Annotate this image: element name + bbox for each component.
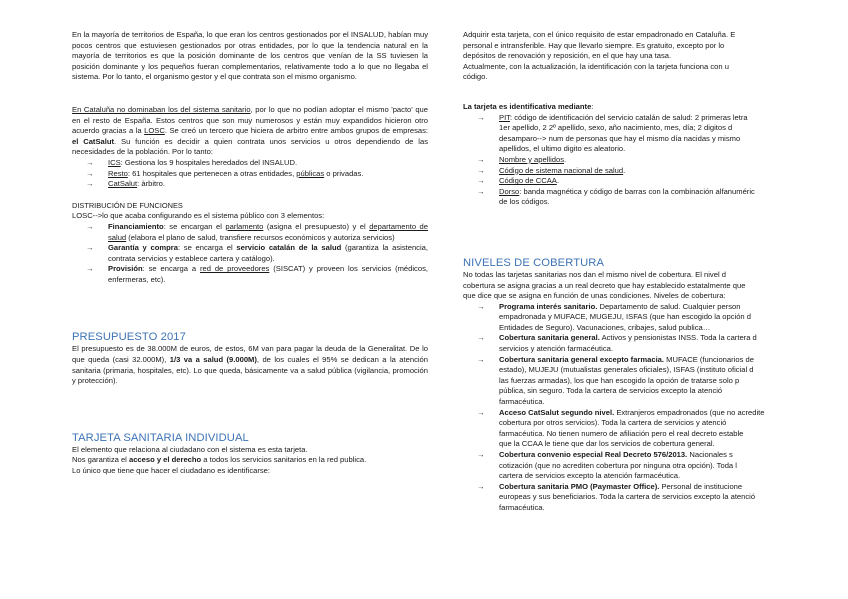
list-item-line bbox=[499, 155, 848, 166]
list-item-text: Personal de institucione bbox=[659, 481, 743, 491]
list-item-key: PIT bbox=[499, 112, 510, 122]
list-item-text: MUFACE (funcionarios de bbox=[664, 354, 754, 364]
list-item bbox=[86, 179, 428, 190]
list-item-text-2: (asigna el presupuesto) y el bbox=[263, 221, 370, 231]
list-item-text: . bbox=[623, 165, 626, 175]
card-req-line-1: Adquirir esta tarjeta, con el único requisito de estar empadronado en Cataluña. E bbox=[463, 30, 736, 39]
list-item-line: cotización (que no acrediten cobertura por ninguna otra opción). Toda l bbox=[499, 460, 737, 470]
coverage-line-2: cobertura se asigna gracias a un real decreto que hay establecido estatalmente que bbox=[463, 280, 746, 290]
coverage-list bbox=[463, 302, 848, 514]
list-item-line: cobertura por otros servicios). Toda la cartera de servicios y atenció bbox=[499, 418, 727, 428]
list-item-line: 1er apellido, 2 2º apellido, sexo, año nacimiento, mes, día; 2 digitos d bbox=[499, 123, 733, 133]
left-column bbox=[72, 30, 428, 477]
card-req-line-5: código. bbox=[463, 72, 488, 82]
arrow-icon: → bbox=[86, 157, 94, 167]
list-item-line bbox=[499, 113, 848, 124]
list-item-text: . bbox=[564, 154, 567, 164]
coverage-line-3: que dice que se asigna en función de unas condiciones. Niveles de cobertura: bbox=[463, 291, 726, 301]
arrow-icon: → bbox=[477, 301, 485, 311]
list-item-text-3: (elabora el plano de salud, transfiere recursos económicos y autoriza servicios) bbox=[126, 232, 395, 242]
arrow-icon: → bbox=[477, 176, 485, 186]
list-item-text-2: (SISCAT) y proveen los servicios (médicos, enfermeras, etc). bbox=[108, 264, 428, 284]
losc-underlined: LOSC bbox=[144, 126, 165, 136]
list-item-line: apellidos, el ultimo digito es aleatorio. bbox=[499, 144, 626, 154]
arrow-icon: → bbox=[86, 243, 94, 253]
catalonia-underlined: En Cataluña no dominaban los del sistema sanitario bbox=[72, 104, 251, 114]
card-bold: acceso y el derecho bbox=[128, 455, 202, 465]
list-item-text: : se encargan el bbox=[163, 221, 226, 231]
list-item-text: : código de identificación del servicio catalán de salud: 2 primeras letra bbox=[509, 112, 748, 122]
list-item-line bbox=[499, 302, 848, 313]
list-item-text: : banda magnética y código de barras con la combinación alfanuméric bbox=[519, 186, 755, 196]
arrow-icon: → bbox=[477, 186, 485, 196]
list-item bbox=[477, 113, 848, 155]
arrow-icon: → bbox=[86, 179, 94, 189]
list-item-text-2: (garantiza la asistencia, contrata servicios y establece cartera y catálogo). bbox=[108, 243, 428, 263]
ident-title-colon: : bbox=[591, 101, 594, 111]
arrow-icon: → bbox=[477, 481, 485, 491]
list-item-line: pública, sin seguro. Toda la cartera de servicios excepto la atenció bbox=[499, 386, 723, 396]
ident-list bbox=[463, 113, 848, 208]
list-item-key: Resto bbox=[108, 168, 128, 178]
list-item-key: Cobertura sanitaria general excepto farmacia. bbox=[499, 354, 665, 364]
list-item bbox=[477, 187, 848, 208]
arrow-icon: → bbox=[477, 154, 485, 164]
distribution-title: DISTRIBUCIÓN DE FUNCIONES bbox=[72, 200, 183, 210]
list-item-line: Entidades de Seguro). Vacunaciones, cribajes, salud publica… bbox=[499, 322, 711, 332]
list-item-line: farmacéutica. No tienen numero de afiliación pero el real decreto estable bbox=[499, 428, 744, 438]
list-item-line: farmacéutica. bbox=[499, 502, 545, 512]
list-item-text: : Gestiona los 9 hospitales heredados del INSALUD. bbox=[120, 157, 298, 167]
list-item-line bbox=[499, 450, 848, 461]
ident-title bbox=[463, 102, 848, 113]
arrow-icon: → bbox=[86, 221, 94, 231]
list-item-text: : se encarga el bbox=[177, 243, 237, 253]
list-item-key: Código de CCAA bbox=[499, 176, 557, 186]
list-item-line: de los códigos. bbox=[499, 197, 550, 207]
list-item-text: Extranjeros empadronados (que no acredite bbox=[614, 407, 765, 417]
arrow-icon: → bbox=[477, 333, 485, 343]
list-item bbox=[477, 333, 848, 354]
card-line-1: El elemento que relaciona al ciudadano con el sistema es esta tarjeta. bbox=[72, 444, 308, 454]
arrow-icon: → bbox=[477, 165, 485, 175]
list-item-text: : àrbitro. bbox=[137, 179, 165, 189]
list-item-text-2: o privadas. bbox=[324, 168, 364, 178]
right-column bbox=[463, 30, 848, 514]
list-item-line bbox=[499, 187, 848, 198]
list-item bbox=[477, 355, 848, 408]
list-item-key: Código de sistema nacional de salud bbox=[499, 165, 624, 175]
list-item bbox=[477, 302, 848, 334]
list-item bbox=[477, 166, 848, 177]
list-item-line: que la CCAA le tiene que dar los servicios de cobertura general. bbox=[499, 439, 715, 449]
list-item-line bbox=[499, 333, 848, 344]
list-item-line bbox=[499, 176, 848, 187]
arrow-icon: → bbox=[477, 112, 485, 122]
list-item-key: Dorso bbox=[499, 186, 520, 196]
coverage-heading: NIVELES DE COBERTURA bbox=[463, 256, 605, 269]
list-item-line: desamparo--> num de personas que hay el mismo día nacidas y mismo bbox=[499, 133, 741, 143]
list-item-key: Cobertura sanitaria PMO (Paymaster Office). bbox=[499, 481, 660, 491]
list-item-key: Programa interés sanitario. bbox=[499, 301, 598, 311]
card-text-a: Nos garantiza el bbox=[72, 455, 129, 465]
list-item-line: farmacéutica. bbox=[499, 397, 545, 407]
budget-paragraph bbox=[72, 344, 428, 386]
coverage-line-1: No todas las tarjetas sanitarias nos dan el mismo nivel de cobertura. El nivel d bbox=[463, 269, 726, 279]
list-item-line: empadronada y MUFACE, MUGEJU, ISFAS (que han escogido la opción d bbox=[499, 312, 751, 322]
list-item-key: CatSalut bbox=[108, 179, 138, 189]
list-item-text: Departamento de salud. Cualquier person bbox=[597, 301, 741, 311]
list-item bbox=[86, 264, 428, 285]
catalonia-text-b: . Se creó un tercero que hiciera de arbitro entre ambos grupos de empresas: bbox=[164, 126, 428, 136]
list-item-key: Cobertura sanitaria general. bbox=[499, 333, 600, 343]
list-item-bold: servicio catalán de la salud bbox=[236, 243, 342, 253]
catalonia-text-c: . Su función es decidir a quien contrata unos servicios u otros dependiendo de las necesidades de la población. Por lo tanto: bbox=[72, 136, 428, 157]
functions-list bbox=[72, 222, 428, 286]
card-req-line-2: personal e intransferible. Hay que llevarlo siempre. Es gratuito, excepto por lo bbox=[463, 40, 725, 50]
arrow-icon: → bbox=[86, 264, 94, 274]
budget-text-a: El presupuesto es de 38.000M de euros, de estos, 6M van para pagar la deuda de la Generalitat. De lo que queda (casi 32.000M), bbox=[72, 344, 428, 365]
list-item-text: : se encarga a bbox=[142, 264, 200, 274]
list-item-underlined: parlamento bbox=[225, 221, 264, 231]
list-item-line bbox=[499, 408, 848, 419]
providers-list bbox=[72, 158, 428, 190]
card-line-3: Lo único que tiene que hacer el ciudadano es identificarse: bbox=[72, 466, 270, 476]
list-item-underlined: red de proveedores bbox=[199, 264, 270, 274]
list-item-key: Nombre y apellidos bbox=[499, 154, 564, 164]
arrow-icon: → bbox=[86, 168, 94, 178]
catsalut-bold: el CatSalut bbox=[72, 136, 115, 146]
list-item-text: Nacionales s bbox=[687, 450, 733, 459]
card-text-c: a todos los servicios sanitarios en la red publica. bbox=[201, 455, 367, 465]
card-req-line-3: depósitos de renovación y reposición, en el que hay una tasa. bbox=[463, 51, 672, 61]
arrow-icon: → bbox=[477, 407, 485, 417]
arrow-icon: → bbox=[477, 450, 485, 459]
card-req-line-4: Actualmente, con la actualización, la identificación con la tarjeta funciona con u bbox=[463, 61, 729, 71]
budget-heading: PRESUPUESTO 2017 bbox=[72, 331, 186, 344]
catalonia-paragraph bbox=[72, 105, 428, 158]
budget-bold: 1/3 va a salud (9.000M) bbox=[169, 355, 257, 365]
list-item-line: las fuerzas armadas), los que han escogido la opción de tratarse solo p bbox=[499, 375, 740, 385]
list-item bbox=[86, 222, 428, 243]
list-item-key: Acceso CatSalut segundo nivel. bbox=[499, 407, 615, 417]
list-item bbox=[86, 243, 428, 264]
list-item-key: Provisión bbox=[108, 264, 143, 274]
list-item-line bbox=[499, 482, 848, 493]
list-item-key-2: públicas bbox=[296, 168, 325, 178]
list-item bbox=[477, 408, 848, 450]
list-item-key: ICS bbox=[108, 157, 121, 167]
list-item bbox=[86, 158, 428, 169]
budget-text-b: , de los cuales el 95% se dedican a la atención sanitaria (primaria, hospitales, etc). Lo que queda, básicamente va a salud pública (vigilancia, promoción y protección). bbox=[72, 355, 428, 386]
card-heading: TARJETA SANITARIA INDIVIDUAL bbox=[72, 431, 249, 444]
list-item-key: Cobertura convenio especial Real Decreto 576/2013. bbox=[499, 450, 688, 459]
list-item-key: Garantía y compra bbox=[108, 243, 178, 253]
card-line-2 bbox=[72, 455, 428, 466]
list-item-underlined-2: departamento de salud bbox=[108, 221, 429, 242]
list-item-line bbox=[499, 166, 848, 177]
list-item-line: servicios y atención farmacéutica. bbox=[499, 344, 613, 354]
ident-title-bold: La tarjeta es identificativa mediante bbox=[463, 101, 592, 111]
list-item bbox=[477, 155, 848, 166]
list-item-key: Financiamiento bbox=[108, 221, 164, 231]
distribution-intro: LOSC-->lo que acaba configurando es el sistema público con 3 elementos: bbox=[72, 211, 325, 221]
list-item-line: estado), MUJEJU (mutualistas generales oficiales), ISFAS (instituto oficial d bbox=[499, 365, 754, 375]
arrow-icon: → bbox=[477, 354, 485, 364]
list-item bbox=[477, 450, 848, 482]
list-item-line: cartera de servicios excepto la atención farmacéutica. bbox=[499, 471, 681, 481]
list-item bbox=[477, 176, 848, 187]
list-item-text: Activos y pensionistas INSS. Toda la cartera d bbox=[599, 333, 757, 343]
list-item-text: : 61 hospitales que pertenecen a otras entidades, bbox=[127, 168, 297, 178]
list-item-text: . bbox=[556, 176, 559, 186]
list-item bbox=[477, 482, 848, 514]
list-item-line: europeas y sus beneficiarios. Toda la cartera de servicios excepto la atenció bbox=[499, 492, 756, 502]
list-item bbox=[86, 169, 428, 180]
list-item-line bbox=[499, 355, 848, 366]
intro-paragraph: En la mayoría de territorios de España, lo que eran los centros gestionados por el INSALUD, habían muy pocos centros que estuviesen gestionados por otras entidades, por lo que la tendencia natural en la mayoría de territorios es que la posición dominante de los centros que venían de la SS tuviesen la posición dominante y los pequeños fueran complementarios, relativamente todo a lo que no llegaba el sistema. Por lo tanto, el organismo gestor y el que contrata son el mismo organismo. bbox=[72, 30, 428, 82]
catalonia-text-a: , por lo que no podían adoptar el mismo 'pacto' que en el resto de España. Estos centros que son muy numerosos y están muy expandidos hicieron otro acuerdo gracias a la bbox=[72, 104, 428, 136]
